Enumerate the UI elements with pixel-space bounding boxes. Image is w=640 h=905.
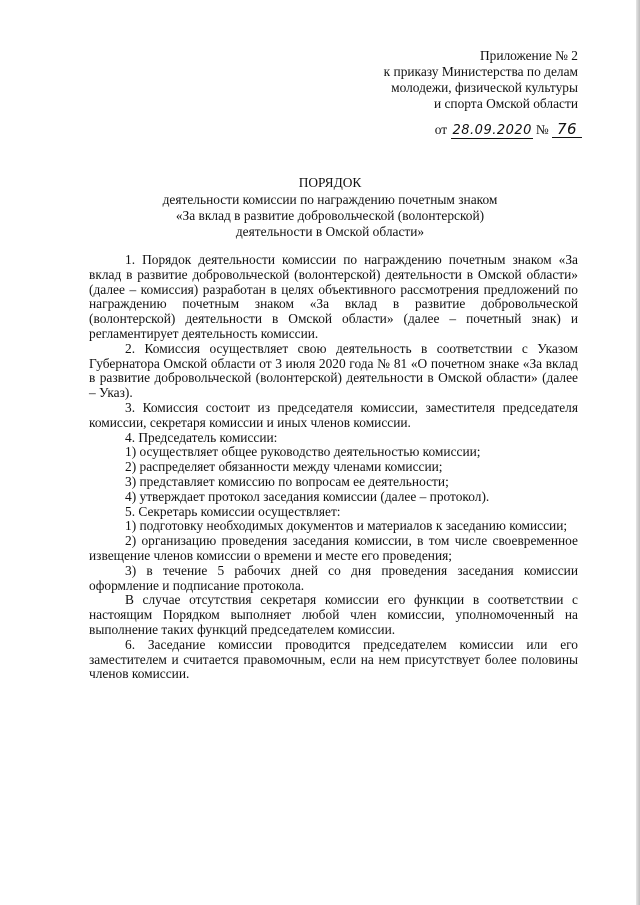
paragraph-2: 2. Комиссия осуществляет свою деятельность в соответствии с Указом Губернатора Омской области от 3 июля 2020 года № 81 «О почетном знаке «За вклад в развитие добровольческой (волонтерской) деятельности в Омской области» (далее – Указ). [89,340,578,401]
list-item: 2) организацию проведения заседания комиссии, в том числе своевременное извещение членов комиссии о времени и месте его проведения; [89,533,578,563]
document-title: ПОРЯДОК [298,175,362,190]
list-item: 4) утверждает протокол заседания комиссии (далее – протокол). [125,488,490,504]
list-item: 1) осуществляет общее руководство деятельностью комиссии; [125,444,481,460]
document-title-block [90,175,570,240]
paragraph-6: 6. Заседание комиссии проводится председателем комиссии или его заместителем и считается правомочным, если на нем присутствует более половины членов комиссии. [89,636,578,682]
paragraph-1: 1. Порядок деятельности комиссии по награждению почетным знаком «За вклад в развитие добровольческой (волонтерской) деятельности в Омской области» (далее – комиссия) разработан в целях объективного рассмотрения предложений по награждению почетным знаком «За вклад в развитие добровольческой (волонтерской) деятельности в Омской области» (далее – почетный знак) и регламентирует деятельность комиссии. [89,252,578,341]
list-item: 3) представляет комиссию по вопросам ее деятельности; [125,473,449,489]
handwritten-order-number: 76 [552,122,582,138]
appendix-line: Приложение № 2 [479,48,578,63]
document-body [89,253,578,682]
appendix-line: молодежи, физической культуры [391,80,578,95]
handwritten-order-date: 28.09.2020 [452,123,532,138]
paragraph-5-note: В случае отсутствия секретаря комиссии его функции в соответствии с настоящим Порядком выполняет любой член комиссии, уполномоченный на выполнение таких функций председателем комиссии. [89,592,578,637]
paragraph-4: 4. Председатель комиссии: [125,429,278,445]
list-item: 1) подготовку необходимых документов и материалов к заседанию комиссии; [125,518,568,534]
document-subtitle-line: деятельности в Омской области» [235,224,425,239]
list-item: 3) в течение 5 рабочих дней со дня проведения заседания комиссии оформление и подписание протокола. [89,562,578,593]
page-edge [636,0,640,905]
document-subtitle-line: деятельности комиссии по награждению почетным знаком [162,192,498,207]
order-reference [435,122,582,139]
paragraph-5: 5. Секретарь комиссии осуществляет: [125,503,341,519]
paragraph-3: 3. Комиссия состоит из председателя комиссии, заместителя председателя комиссии, секретаря комиссии и иных членов комиссии. [89,399,578,430]
list-item: 2) распределяет обязанности между членами комиссии; [125,459,443,475]
appendix-line: и спорта Омской области [433,96,578,111]
appendix-header [278,48,578,112]
appendix-line: к приказу Министерства по делам [383,64,578,79]
order-prefix: от [434,122,448,137]
document-subtitle-line: «За вклад в развитие добровольческой (волонтерской) [175,208,485,223]
number-sign: № [535,122,549,137]
